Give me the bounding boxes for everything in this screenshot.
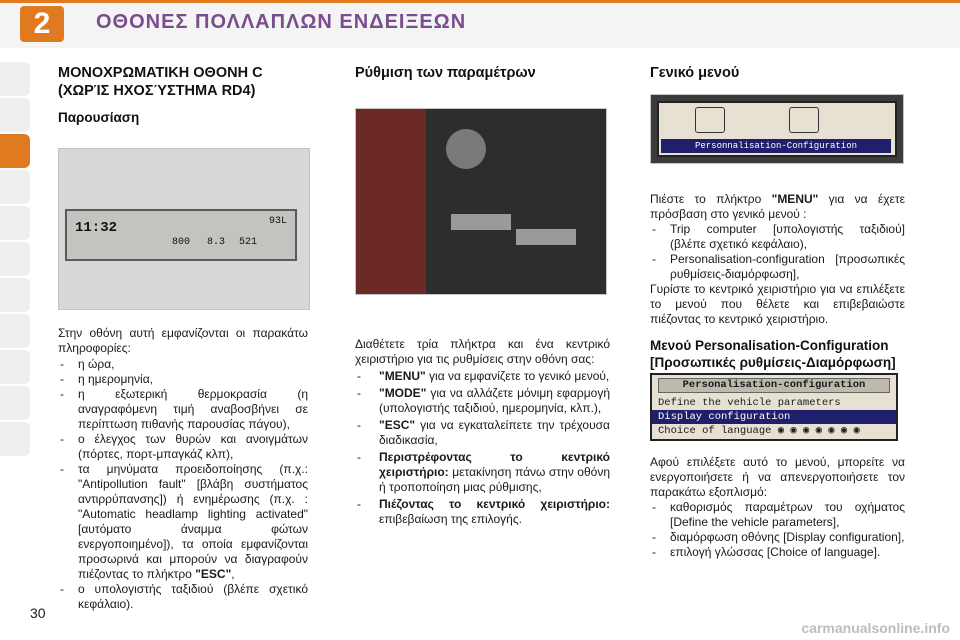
col2-keys-list bbox=[355, 369, 610, 527]
list-item: - ο υπολογιστής ταξιδιού (βλέπε σχετικό κεφάλαιο). bbox=[58, 582, 308, 612]
page-number: 30 bbox=[30, 605, 46, 621]
list-item: - καθορισμός παραμέτρων του οχήματος [Define the vehicle parameters], bbox=[650, 500, 905, 530]
list-item: - διαμόρφωση οθόνης [Display configuration], bbox=[650, 530, 905, 545]
column-settings bbox=[355, 64, 610, 527]
col1-info-list bbox=[58, 357, 308, 612]
item-text: μετακίνηση πάνω στην οθόνη ή τροποποίηση μιας ρύθμισης, bbox=[379, 465, 610, 494]
menu-screen-title: Personalisation-configuration bbox=[658, 378, 890, 393]
page-header bbox=[0, 0, 960, 48]
chapter-tab-2[interactable] bbox=[0, 98, 30, 132]
lcd-value-2: 8.3 bbox=[207, 237, 226, 248]
general-menu-screen bbox=[657, 101, 897, 157]
list-item bbox=[355, 497, 610, 527]
col1-intro: Στην οθόνη αυτή εμφανίζονται οι παρακάτω πληροφορίες: bbox=[58, 326, 308, 355]
item-text: για να εγκαταλείπετε την τρέχουσα διαδικασία, bbox=[379, 418, 610, 447]
item-end: , bbox=[231, 567, 235, 581]
settings-icon bbox=[789, 107, 819, 133]
list-item: - η ημερομηνία, bbox=[58, 372, 308, 387]
chapter-tab-5[interactable] bbox=[0, 206, 30, 240]
option-text: Choice of language bbox=[658, 425, 772, 437]
menu-screen-photo bbox=[650, 94, 904, 164]
section-title-general-menu: Γενικό μενού bbox=[650, 65, 740, 81]
lcd-value-1: 800 bbox=[172, 237, 191, 248]
menu-label-personalisation[interactable]: Personnalisation-Configuration bbox=[661, 139, 891, 153]
list-item bbox=[355, 450, 610, 495]
list-item bbox=[355, 369, 610, 384]
list-item: - η ώρα, bbox=[58, 357, 308, 372]
col2-intro: Διαθέτετε τρία πλήκτρα και ένα κεντρικό χειριστήριο για τις ρυθμίσεις στην οθόνη σας: bbox=[355, 337, 610, 366]
mode-key-label: "MODE" bbox=[379, 386, 427, 400]
subtitle-presentation: Παρουσίαση bbox=[58, 110, 140, 125]
personalisation-menu-screen bbox=[650, 373, 898, 441]
esc-key-label: "ESC" bbox=[195, 567, 232, 581]
esc-key-label: "ESC" bbox=[379, 418, 416, 432]
lcd-temp: 93L bbox=[268, 216, 287, 227]
list-item bbox=[355, 418, 610, 448]
header-accent-bar bbox=[0, 0, 960, 3]
chapter-tab-10[interactable] bbox=[0, 386, 30, 420]
trip-computer-icon bbox=[695, 107, 725, 133]
chapter-tab-11[interactable] bbox=[0, 422, 30, 456]
page-title: ΟΘΟΝΕΣ ΠΟΛΛΑΠΛΩΝ ΕΝΔΕΙΞΕΩΝ bbox=[96, 11, 467, 33]
chapter-tab-1[interactable] bbox=[0, 62, 30, 96]
footer-watermark: carmanualsonline.info bbox=[801, 620, 950, 636]
lcd-time: 11:32 bbox=[75, 220, 118, 236]
menu-key-label: "MENU" bbox=[379, 369, 426, 383]
section-title-monochrome: ΜΟΝΟΧΡΩΜΑΤΙΚΗ ΟΘΟΝΗ C (ΧΩΡΊΣ ΗΧΟΣΎΣΤΗΜΑ RD4) bbox=[58, 65, 263, 99]
list-item: - ο έλεγχος των θυρών και ανοιγμάτων (πόρτες, πορτ-μπαγκάζ κλπ), bbox=[58, 432, 308, 462]
rotate-label: Περιστρέφοντας το κεντρικό χειριστήριο: bbox=[379, 450, 610, 479]
menu-key-label: "MENU" bbox=[771, 192, 819, 206]
column-monochrome-display bbox=[58, 64, 308, 612]
chapter-tab-6[interactable] bbox=[0, 242, 30, 276]
lcd-value-3: 521 bbox=[239, 237, 258, 248]
display-photo bbox=[58, 148, 310, 310]
chapter-tab-4[interactable] bbox=[0, 170, 30, 204]
press-label: Πιέζοντας το κεντρικό χειριστήριο: bbox=[379, 497, 610, 511]
menu-option-display-config[interactable]: Display configuration bbox=[652, 410, 896, 424]
button-row-icon bbox=[516, 229, 576, 245]
column-general-menu bbox=[650, 64, 905, 560]
seat-leather bbox=[356, 109, 426, 294]
control-knob-icon bbox=[446, 129, 486, 169]
lcd-display bbox=[65, 209, 297, 261]
chapter-tab-8[interactable] bbox=[0, 314, 30, 348]
language-flags-icon: ◉ ◉ ◉ ◉ ◉ ◉ ◉ bbox=[777, 425, 860, 437]
col3-menu-list bbox=[650, 222, 905, 282]
list-item: - η εξωτερική θερμοκρασία (η αναγραφόμενη τιμή αναβοσβήνει σε περίπτωση πιθανής παρουσίας πάγου), bbox=[58, 387, 308, 432]
list-item: - επιλογή γλώσσας [Choice of language]. bbox=[650, 545, 905, 560]
col3-press-text bbox=[650, 192, 905, 222]
col3-after-text: Αφού επιλέξετε αυτό το μενού, μπορείτε να ενεργοποιήσετε ή να απενεργοποιήσετε τον παρακάτω εξοπλισμό: bbox=[650, 455, 905, 499]
chapter-tab-active[interactable] bbox=[0, 134, 30, 168]
menu-option-language[interactable] bbox=[652, 424, 896, 438]
button-row-icon bbox=[451, 214, 511, 230]
col3-turn-text: Γυρίστε το κεντρικό χειριστήριο για να επιλέξετε το μενού που θέλετε και επιβεβαιώστε πιέζοντας το κεντρικό χειριστήριο. bbox=[650, 282, 905, 326]
list-item: - Trip computer [υπολογιστής ταξιδιού] (βλέπε σχετικό κεφάλαιο), bbox=[650, 222, 905, 252]
chapter-badge: 2 bbox=[20, 6, 64, 42]
text: Πιέστε το πλήκτρο bbox=[650, 192, 772, 206]
text: για να έχετε πρόσβαση στο γενικό μενού : bbox=[650, 192, 905, 221]
item-text: για να εμφανίζετε το γενικό μενού, bbox=[425, 369, 610, 383]
col3-equipment-list bbox=[650, 500, 905, 560]
chapter-tab-7[interactable] bbox=[0, 278, 30, 312]
menu-option-vehicle-params[interactable]: Define the vehicle parameters bbox=[658, 397, 841, 409]
list-item bbox=[355, 386, 610, 416]
list-item bbox=[58, 462, 308, 582]
item-text: για να αλλάζετε μόνιμη εφαρμογή (υπολογιστής ταξιδιού, ημερομηνία, κλπ.), bbox=[379, 386, 610, 415]
section-title-settings: Ρύθμιση των παραμέτρων bbox=[355, 65, 536, 81]
item-text: τα μηνύματα προειδοποίησης (π.χ.: "Antipollution fault" [βλάβη συστήματος αντιρρύπανσης]) ή ενημέρωσης (π.χ. : "Automatic headlamp lighting activated" [αυτόματο άναμμα φώτων ενεργοποιημένο]), τα οποία εμφανίζονται προσωρινά και μπορούν να διαγραφούν πιέζοντας το πλήκτρο bbox=[78, 462, 308, 581]
subtitle-personalisation: Μενού Personalisation-Configuration [Προσωπικές ρυθμίσεις-Διαμόρφωση] bbox=[650, 338, 896, 370]
item-text: επιβεβαίωση της επιλογής. bbox=[379, 512, 522, 526]
chapter-tab-9[interactable] bbox=[0, 350, 30, 384]
controls-photo bbox=[355, 108, 607, 295]
list-item: - Personalisation-configuration [προσωπικές ρυθμίσεις-διαμόρφωση], bbox=[650, 252, 905, 282]
